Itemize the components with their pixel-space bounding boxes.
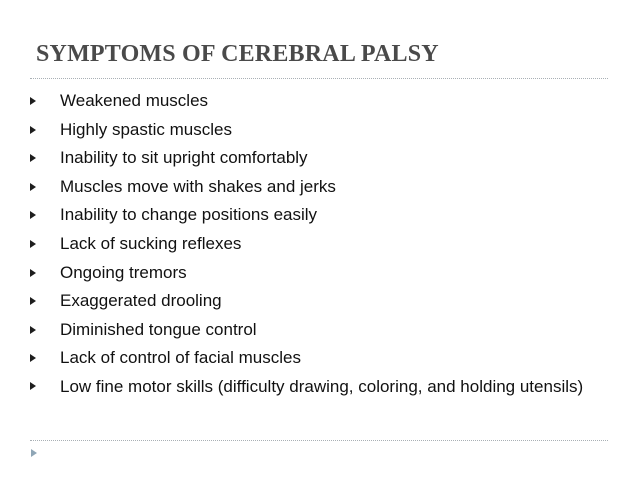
right-triangle-bullet-icon: [30, 211, 36, 219]
bullet-item: [30, 144, 608, 173]
bullet-item: [30, 230, 608, 259]
right-triangle-bullet-icon: [30, 326, 36, 334]
bullet-item: [30, 201, 608, 230]
bullet-list: [30, 87, 608, 399]
right-triangle-bullet-icon: [30, 269, 36, 277]
footer-divider: [30, 440, 608, 441]
right-triangle-bullet-icon: [30, 97, 36, 105]
bullet-item: [30, 173, 608, 202]
bullet-item: [30, 259, 608, 288]
bullet-text: Low fine motor skills (difficulty drawing, coloring, and holding utensils): [60, 376, 584, 396]
bullet-item: [30, 116, 608, 145]
bullet-text: Inability to sit upright comfortably: [60, 148, 308, 168]
bullet-text: Weakened muscles: [60, 91, 209, 110]
slide-title: SYMPTOMS OF CEREBRAL PALSY: [36, 41, 439, 67]
bullet-text: Highly spastic muscles: [60, 119, 232, 139]
bullet-item: [30, 373, 608, 399]
bullet-text: Diminished tongue control: [60, 319, 257, 339]
right-triangle-bullet-icon: [30, 240, 36, 248]
bullet-text: Muscles move with shakes and jerks: [60, 176, 336, 196]
right-triangle-bullet-icon: [30, 126, 36, 134]
bullet-text: Ongoing tremors: [60, 262, 187, 282]
right-triangle-bullet-icon: [30, 354, 36, 362]
bullet-text: Exaggerated drooling: [60, 291, 222, 311]
bullet-text: Lack of control of facial muscles: [60, 348, 301, 368]
title-divider: [30, 78, 608, 79]
bullet-text: Inability to change positions easily: [60, 205, 318, 225]
right-triangle-footer-icon: [31, 449, 37, 457]
bullet-item: [30, 287, 608, 316]
bullet-item: [30, 344, 608, 373]
bullet-text: Lack of sucking reflexes: [60, 233, 242, 253]
bullet-item: [30, 87, 608, 116]
right-triangle-bullet-icon: [30, 382, 36, 390]
right-triangle-bullet-icon: [30, 183, 36, 191]
right-triangle-bullet-icon: [30, 297, 36, 305]
bullet-item: [30, 316, 608, 345]
right-triangle-bullet-icon: [30, 154, 36, 162]
